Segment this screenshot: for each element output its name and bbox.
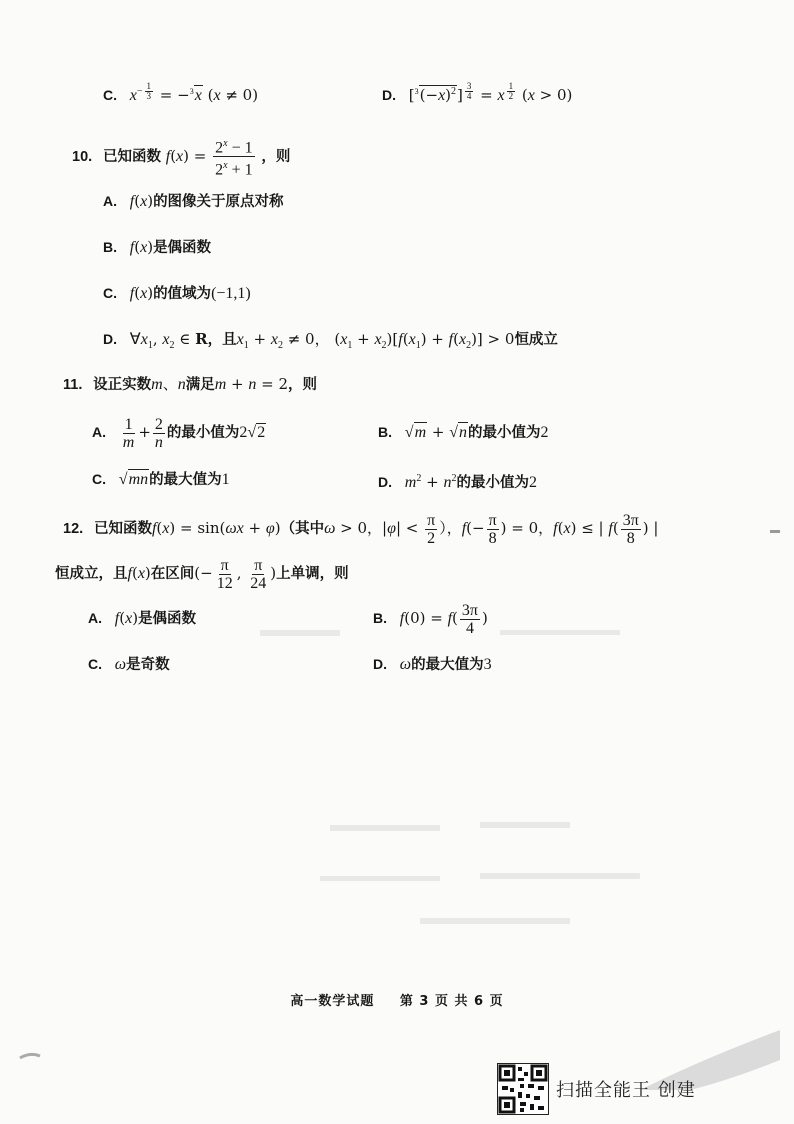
- option-label: C.: [103, 285, 117, 301]
- footer-title: 高一数学试题: [290, 994, 375, 1009]
- q12-option-a: A. f(x)是偶函数: [88, 609, 197, 627]
- q10-option-d-text1: ，且: [207, 332, 237, 348]
- q12-option-b: B. f(0) = f( $\frac{3\pi}{4}$ ): [373, 601, 488, 637]
- question-number: 11.: [63, 377, 83, 393]
- option-label: C.: [103, 87, 117, 103]
- q11-stem-tail: ，则: [288, 377, 318, 393]
- q11-option-a: A. $\frac{1}{m}$ + $\frac{2}{n}$ 的最小值为2√2: [92, 415, 266, 451]
- q12-stem-line2: 恒成立，且f(x)在区间(− $\frac{\pi}{12}$ , $\frac{\pi}{24}$ )上单调，则: [55, 556, 349, 592]
- option-label: B.: [103, 239, 117, 255]
- q12-stem-paren: （其中: [280, 521, 325, 537]
- question-number: 12.: [63, 521, 84, 537]
- q11-stem-mid: 满足: [185, 377, 215, 393]
- q12-stem-line2-b: 在区间: [150, 566, 195, 582]
- option-label: C.: [88, 656, 102, 672]
- q11-option-d: D. $m^2 + n^2$的最小值为2: [378, 473, 537, 491]
- qr-code-icon: [497, 1063, 549, 1115]
- option-label: B.: [373, 610, 387, 626]
- q10-option-b-text: 是偶函数: [153, 240, 212, 256]
- q12-stem-text: 已知函数: [93, 521, 152, 537]
- option-label: A.: [103, 193, 117, 209]
- q10-option-a-text: 的图像关于原点对称: [153, 194, 284, 210]
- q12-stem-line2-c: 上单调，则: [276, 566, 349, 582]
- q12-stem-line2-a: 恒成立，且: [55, 566, 128, 582]
- q10-option-a: A. f(x)的图像关于原点对称: [103, 192, 284, 210]
- q11-stem: 11. 设正实数m、n满足m + n = 2，则: [63, 375, 318, 393]
- q12-option-d-text: 的最大值为: [411, 657, 484, 673]
- q12-option-a-text: 是偶函数: [138, 611, 197, 627]
- q9-option-c-formula: $x^{- \frac{1}{3}}$ = −$^3$x (x ≠ 0): [129, 81, 259, 104]
- q10-option-c: C. f(x)的值域为(−1,1): [103, 284, 251, 302]
- q12-stem-line1: 12. 已知函数f(x) = sin(ωx + φ)（其中ω > 0，|φ| < $\frac{\pi}{2}$ ），f(− $\frac{\pi}{8}$ ) = 0，f(x) ≤ | f( $\frac{3\pi}{8}$ ) |: [63, 511, 659, 547]
- scanner-brand: 扫描全能王 创建: [556, 1080, 696, 1101]
- q10-function-formula: f(x) = $\frac{2^x - 1}{2^x + 1}$: [166, 147, 257, 165]
- question-number: 10.: [72, 148, 93, 165]
- q12-option-c-text: 是奇数: [126, 657, 170, 673]
- q10-stem-tail: ，则: [261, 148, 291, 165]
- option-label: A.: [88, 610, 102, 626]
- q10-stem-text: 已知函数: [102, 148, 161, 165]
- q12-option-d: D. ω的最大值为3: [373, 656, 492, 673]
- footer-page: 第 3 页 共 6 页: [399, 994, 504, 1009]
- option-label: D.: [103, 331, 117, 347]
- q11-option-c: C. √mn的最大值为1: [92, 471, 230, 488]
- q11-option-d-text: 的最小值为: [456, 475, 529, 491]
- option-label: A.: [92, 424, 106, 440]
- page-footer: [0, 990, 794, 1009]
- option-label: C.: [92, 471, 106, 487]
- q12-option-c: C. ω是奇数: [88, 656, 170, 673]
- q10-option-c-text: 的值域为: [153, 286, 212, 302]
- q10-option-b: B. f(x)是偶函数: [103, 238, 212, 256]
- option-label: D.: [373, 656, 387, 672]
- q9-option-d-formula: $[^3(-x)^2]$ $^{\frac{3}{4}}$ = x $^{\frac{1}{2}}$ (x > 0): [408, 81, 573, 104]
- q11-option-a-text: 的最小值为: [166, 425, 240, 441]
- q11-stem-text: 设正实数: [93, 377, 152, 393]
- q11-option-c-text: 的最大值为: [149, 472, 222, 488]
- q11-option-b: B. √m + √n的最小值为2: [378, 423, 549, 441]
- q11-option-b-text: 的最小值为: [468, 425, 541, 441]
- option-label: D.: [382, 87, 396, 103]
- option-label: D.: [378, 474, 392, 490]
- q10-option-d-text2: 恒成立: [514, 332, 558, 348]
- option-label: B.: [378, 424, 392, 440]
- q10-option-d: D. $\forall x_1$, $x_2$ ∈ R，且$x_1 + x_2 \ne 0$， $(x_1 + x_2)[f(x_1) + f(x_2)] > 0$恒成立: [103, 330, 558, 351]
